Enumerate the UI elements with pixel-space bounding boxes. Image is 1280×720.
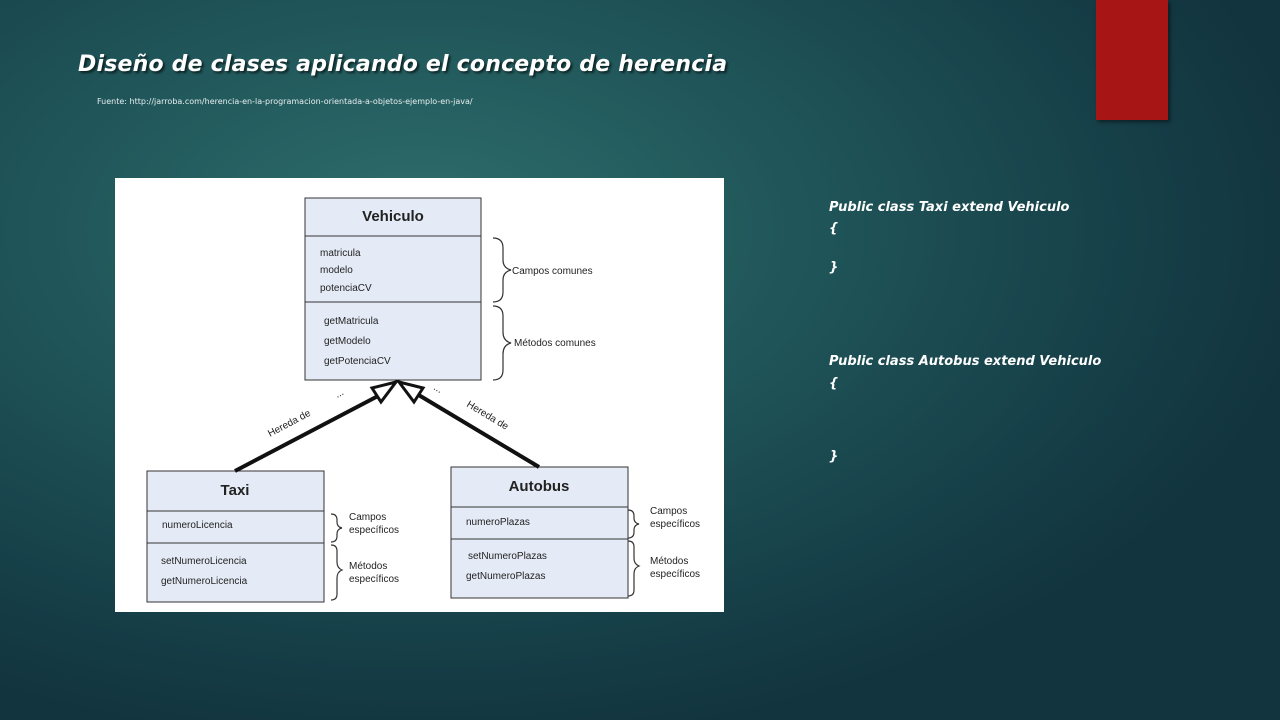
vehiculo-field: potenciaCV bbox=[320, 283, 372, 294]
note-campos-comunes: Campos comunes bbox=[512, 266, 593, 277]
inherit-arrow-taxi bbox=[235, 396, 378, 471]
vehiculo-method: getPotenciaCV bbox=[324, 356, 391, 367]
ellipsis-left: ... bbox=[333, 387, 346, 401]
note-autobus-metodos-1: Métodos bbox=[650, 556, 689, 567]
uml-diagram bbox=[115, 178, 724, 612]
vehiculo-method: getMatricula bbox=[324, 316, 379, 327]
note-metodos-comunes: Métodos comunes bbox=[514, 338, 596, 349]
brace-metodos-comunes bbox=[493, 306, 511, 380]
vehiculo-field: modelo bbox=[320, 265, 353, 276]
code-block bbox=[829, 200, 1189, 480]
code-taxi-close-brace: } bbox=[829, 260, 839, 275]
class-vehiculo bbox=[305, 198, 481, 380]
class-autobus bbox=[451, 467, 628, 598]
taxi-method: setNumeroLicencia bbox=[161, 556, 247, 567]
note-taxi-campos-1: Campos bbox=[349, 512, 387, 523]
class-taxi bbox=[147, 471, 324, 602]
note-autobus-campos-2: específicos bbox=[650, 519, 701, 530]
vehiculo-method: getModelo bbox=[324, 336, 371, 347]
code-taxi-declaration: Public class Taxi extend Vehiculo bbox=[829, 200, 1070, 215]
code-autobus-close-brace: } bbox=[829, 449, 839, 464]
note-taxi-metodos-2: específicos bbox=[349, 574, 400, 585]
inherit-arrowhead-right bbox=[399, 382, 423, 402]
vehiculo-field: matricula bbox=[320, 248, 361, 259]
code-autobus-open-brace: { bbox=[829, 376, 839, 391]
brace-autobus-metodos bbox=[628, 541, 639, 596]
code-autobus-declaration: Public class Autobus extend Vehiculo bbox=[829, 354, 1102, 369]
label-hereda-de-left: Hereda de bbox=[266, 408, 313, 440]
note-taxi-metodos-1: Métodos bbox=[349, 561, 388, 572]
brace-campos-comunes bbox=[493, 238, 511, 302]
brace-taxi-campos bbox=[331, 514, 342, 542]
note-taxi-campos-2: específicos bbox=[349, 525, 400, 536]
code-taxi-open-brace: { bbox=[829, 221, 839, 236]
brace-autobus-campos bbox=[628, 510, 639, 538]
red-accent-tab bbox=[1096, 0, 1168, 120]
class-autobus-name: Autobus bbox=[508, 478, 570, 495]
uml-diagram-svg bbox=[115, 178, 724, 612]
brace-taxi-metodos bbox=[331, 545, 342, 600]
taxi-method: getNumeroLicencia bbox=[161, 576, 248, 587]
slide-title: Diseño de clases aplicando el concepto de herencia bbox=[78, 52, 728, 77]
autobus-method: getNumeroPlazas bbox=[466, 571, 546, 582]
taxi-field: numeroLicencia bbox=[162, 520, 233, 531]
label-hereda-de-right: Hereda de bbox=[464, 399, 511, 433]
class-vehiculo-name: Vehiculo bbox=[362, 208, 424, 225]
autobus-field: numeroPlazas bbox=[466, 517, 530, 528]
autobus-method: setNumeroPlazas bbox=[468, 551, 547, 562]
ellipsis-right: ... bbox=[431, 382, 445, 396]
note-autobus-metodos-2: específicos bbox=[650, 569, 701, 580]
note-autobus-campos-1: Campos bbox=[650, 506, 688, 517]
class-taxi-name: Taxi bbox=[220, 482, 250, 499]
source-note: Fuente: http://jarroba.com/herencia-en-la-programacion-orientada-a-objetos-ejemplo-en-java/ bbox=[97, 97, 473, 106]
